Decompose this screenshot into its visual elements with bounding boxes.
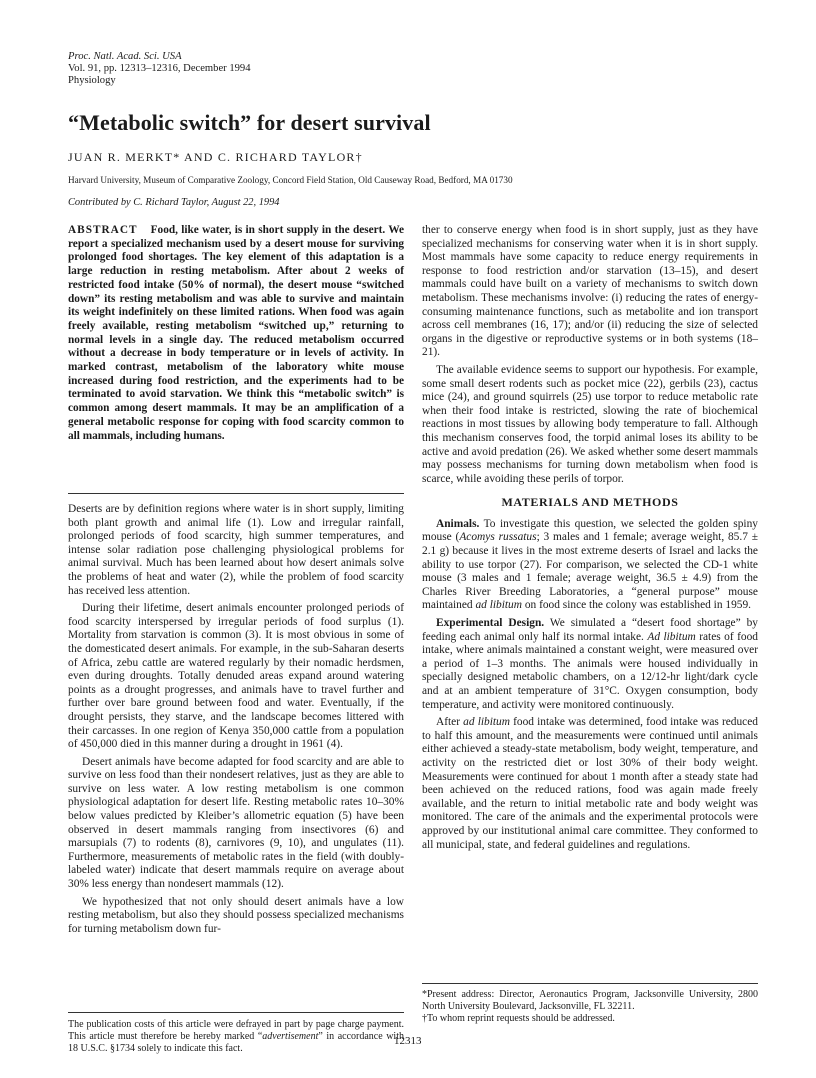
- author-taylor: C. RICHARD TAYLOR†: [217, 150, 363, 164]
- animals-text-c: on food since the colony was established in 1959.: [521, 599, 752, 612]
- right-column: [422, 224, 758, 852]
- affiliation: Harvard University, Museum of Comparative Zoology, Concord Field Station, Old Causeway Road, Bedford, MA 01730: [68, 175, 513, 185]
- article-title: “Metabolic switch” for desert survival: [68, 110, 431, 135]
- contributed-by: Contributed by C. Richard Taylor, August 22, 1994: [68, 197, 280, 208]
- journal-name: Proc. Natl. Acad. Sci. USA: [68, 51, 182, 62]
- intro-paragraph-4-continued: ther to conserve energy when food is in short supply, just as they have specialized mechanisms for conserving water when it is in short supply. Most mammals have some capacity to reduce energy requirements in response to food restriction and/or starvation (13–15), and desert mammals could have built on a variety of mechanisms to switch down metabolism. These mechanisms involve: (i) reducing the rates of energy-consuming maintenance functions, such as metabolite and ion transport across cell membranes (16, 17); and/or (ii) reducing the size of selected organs in the digestive or reproductive systems or in both systems (18–21).: [422, 224, 758, 359]
- after-text-a: After: [436, 716, 464, 729]
- reprint-note: †To whom reprint requests should be addressed.: [422, 1013, 615, 1024]
- journal-volume: Vol. 91, pp. 12313–12316, December 1994: [68, 63, 251, 74]
- page-number: 12313: [394, 1035, 422, 1047]
- animals-label: Animals.: [436, 517, 480, 530]
- animals-text-a: To investigate this question, we selected the golden spiny mouse (: [422, 517, 758, 544]
- design-label: Experimental Design.: [436, 617, 545, 630]
- intro-paragraph-3: Desert animals have become adapted for food scarcity and are able to survive on less food than their nondesert relatives, just as they are able to survive on less water. A low resting metabolism is one common physiological adaptation for desert life. Resting metabolic rates 10–30% below values predicted by Kleiber’s allometric equation (5) have been observed in desert mammals ranging from insectivores (6) and marsupials (7) to rodents (8), carnivores (9, 10), and ungulates (11). Furthermore, measurements of metabolic rates in the field (with doubly-labeled water) indicate that desert mammals require on average about 30% less energy than nondesert mammals (12).: [68, 755, 404, 891]
- design-text-b: rates of food intake, where animals maintained a constant weight, were measured over a period of 1–3 months. The animals were housed individually in specially designed metabolic chambers, on a 12/12-hr light/dark cycle and at an ambient temperature of 31°C. Oxygen consumption, body temperature, and activity were monitored continuously.: [422, 630, 758, 711]
- after-ad-libitum: ad libitum: [463, 716, 510, 729]
- author-footnotes: [422, 983, 758, 1025]
- abstract-text: Food, like water, is in short supply in the desert. We report a specialized mechanism used by a desert mouse for surviving prolonged food shortages. The key element of this adaptation is a large reduction in resting metabolism. After about 2 weeks of restricted food intake (50% of normal), the desert mouse “switched down” its resting metabolism and was able to survive and maintain its weight indefinitely on these limited rations. When food was again freely available, resting metabolism “switched up,” returning to normal levels in a single day. The reduced metabolism occurred without a decrease in body temperature or in levels of activity. In marked contrast, metabolism of the laboratory white mouse increased during food restriction, and the experiments had to be terminated to avoid starvation. We think this “metabolic switch” is common among desert mammals. It may be an amplification of a general metabolic response for coping with food scarcity common to all mammals, including humans.: [68, 224, 405, 442]
- publication-note-b: ” in accordance with 18 U.S.C. §1734 solely to indicate this fact.: [68, 1031, 404, 1054]
- design-text-a: We simulated a “desert food shortage” by feeding each animal only half its normal intake.: [422, 617, 758, 643]
- design-paragraph: [422, 617, 758, 712]
- author-merkt: JUAN R. MERKT*: [68, 150, 181, 164]
- left-column: [68, 503, 404, 936]
- after-text-b: food intake was determined, food intake was reduced to half this amount, and the measurements were continued until animals either achieved a steady-state metabolism, body weight, temperature, and activity on the restricted diet or lost 30% of their body weight. Measurements were continued for about 1 month after a steady state had been achieved on the reduced rations, food was again made freely available, and the return to initial metabolic rate and body weight was monitored. The care of the animals and the experimental protocols were approved by our institutional animal care committee. They conformed to all municipal, state, and federal guidelines and regulations.: [422, 716, 758, 851]
- abstract: [68, 224, 404, 443]
- intro-paragraph-1: Deserts are by definition regions where water is in short supply, limiting both plant growth and animal life (1). Low and irregular rainfall, prolonged periods of food scarcity, high summer temperatures, and intense solar radiation pose challenging physiological problems for animal survival. Much has been learned about how desert animals solve the problems of heat and water (2), while the problem of food scarcity has received less attention.: [68, 503, 404, 597]
- animals-ad-libitum: ad libitum: [475, 599, 522, 612]
- journal-header: [68, 51, 251, 87]
- intro-paragraph-5: The available evidence seems to support our hypothesis. For example, some small desert rodents such as pocket mice (22), gerbils (23), cactus mice (24), and ground squirrels (25) use torpor to reduce metabolic rate when their food intake is restricted, slowing the rate of biochemical reactions in most tissues by allowing body temperature to fall. Although this mechanism conserves food, the torpid animal loses its ability to be active and avoid predation (26). We asked whether some desert mammals may possess mechanisms for turning down metabolism when food is scarce, while avoiding these perils of torpor.: [422, 363, 758, 485]
- publication-note-a: The publication costs of this article were defrayed in part by page charge payment. This article must therefore be hereby marked “: [68, 1019, 404, 1042]
- intro-paragraph-4: We hypothesized that not only should desert animals have a low resting metabolism, but also they should possess specialized mechanisms for turning metabolism down fur-: [68, 895, 404, 935]
- publication-note-advertisement: advertisement: [262, 1031, 319, 1042]
- design-ad-libitum: Ad libitum: [647, 630, 696, 643]
- animals-text-b: ; 3 males and 1 female; average weight, 85.7 ± 2.1 g) because it lives in the most extreme deserts of Israel and lacks the ability to use torpor (27). For comparison, we selected the CD-1 white mouse (3 males and 1 female; average weight, 36.5 ± 4.9) from the Charles River Breeding Laboratories, a “general purpose” mouse maintained: [422, 531, 758, 612]
- intro-paragraph-2: During their lifetime, desert animals encounter prolonged periods of food scarcity interspersed by irregular periods of food surplus (1). Mortality from starvation is common (3). It is most obvious in some of the domesticated desert animals. For example, in the sub-Saharan deserts of Africa, zebu cattle are watered regularly by their nomadic herdsmen, even during droughts. Totally denuded areas expand around watering points as a drought progresses, and animals have to travel further and further over bare ground between food and water. Eventually, if the drought persists, they starve, and the landscape becomes littered with their carcasses. In one region of Kenya 350,000 cattle from a population of 450,000 died in this manner during a drought in 1961 (4).: [68, 602, 404, 751]
- present-address-note: *Present address: Director, Aeronautics Program, Jacksonville University, 2800 North University Boulevard, Jacksonville, FL 32211.: [422, 989, 758, 1012]
- animals-paragraph: [422, 518, 758, 613]
- abstract-label: ABSTRACT: [68, 224, 138, 236]
- publication-cost-note: [68, 1012, 404, 1055]
- author-conjunction: AND: [184, 150, 214, 164]
- journal-section: Physiology: [68, 75, 116, 86]
- after-paragraph: [422, 716, 758, 852]
- author-line: [68, 150, 363, 165]
- abstract-divider: [68, 493, 404, 494]
- animals-species: Acomys russatus: [459, 531, 537, 544]
- methods-heading: MATERIALS AND METHODS: [501, 495, 679, 510]
